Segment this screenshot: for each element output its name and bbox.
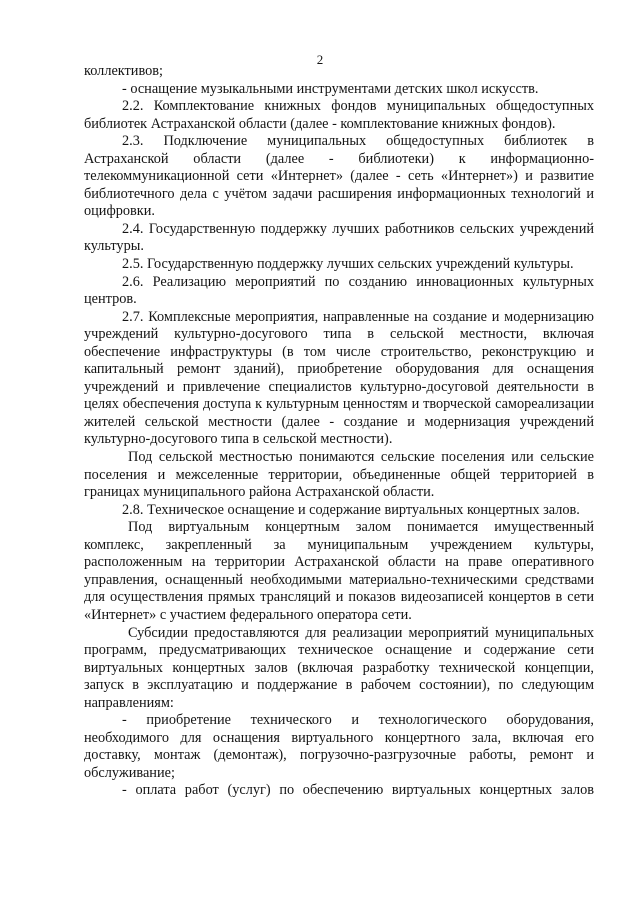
paragraph-list-payment: - оплата работ (услуг) по обеспечению виртуальных концертных залов bbox=[122, 782, 594, 799]
paragraph-2-6: 2.6. Реализацию мероприятий по созданию инновационных культурных центров. bbox=[84, 273, 594, 308]
paragraph-list-equipment: - приобретение технического и технологического оборудования, необходимого для оснащения виртуального концертного зала, включая его доставку, монтаж (демонтаж), погрузочно-разгрузочные работы, ремонт и обслуживание; bbox=[84, 712, 594, 781]
paragraph-2-3: 2.3. Подключение муниципальных общедоступных библиотек в Астраханской области (далее - библиотеки) к информационно-телекоммуникационной сети «Интернет» (далее - сеть «Интернет») и развитие библиотечного дела с учётом задачи расширения информационных технологий и оцифровки. bbox=[84, 133, 594, 220]
paragraph-2-5: 2.5. Государственную поддержку лучших сельских учреждений культуры. bbox=[122, 256, 574, 273]
paragraph-subsidies: Субсидии предоставляются для реализации мероприятий муниципальных программ, предусматривающих техническое оснащение и содержание сети виртуальных концертных залов (включая разработку технической концепции, запуск в эксплуатацию и поддержание в рабочем состоянии), по следующим направлениям: bbox=[84, 624, 594, 711]
paragraph-continuation: коллективов; bbox=[84, 63, 163, 79]
paragraph-virtual-hall-definition: Под виртуальным концертным залом понимается имущественный комплекс, закрепленный за муниципальным учреждением культуры, расположенным на территории Астраханской области на праве оперативного управления, оснащенный необходимыми материально-техническими средствами для осуществления прямых трансляций и показов видеозаписей концертов в сети «Интернет» с участием федерального оператора сети. bbox=[84, 519, 594, 623]
document-body bbox=[84, 63, 594, 800]
paragraph-rural-definition: Под сельской местностью понимаются сельские поселения или сельские поселения и межселенные территории, объединенные общей территорией в границах муниципального района Астраханской области. bbox=[84, 449, 594, 501]
paragraph-2-4: 2.4. Государственную поддержку лучших работников сельских учреждений культуры. bbox=[84, 220, 594, 255]
paragraph-2-2: 2.2. Комплектование книжных фондов муниципальных общедоступных библиотек Астраханской области (далее - комплектование книжных фондов). bbox=[84, 98, 594, 132]
paragraph-list-item: - оснащение музыкальными инструментами детских школ искусств. bbox=[122, 80, 539, 97]
paragraph-2-7: 2.7. Комплексные мероприятия, направленные на создание и модернизацию учреждений культурно-досугового типа в сельской местности, включая обеспечение инфраструктуры (в том числе строительство, реконструкцию и капитальный ремонт зданий), приобретение оборудования для оснащения учреждений и привлечение специалистов культурно-досуговой деятельности в целях обеспечения доступа к культурным ценностям и творческой самореализации жителей сельской местности (далее - создание и модернизация учреждений культурно-досугового типа в сельской местности). bbox=[84, 308, 594, 448]
paragraph-2-8: 2.8. Техническое оснащение и содержание виртуальных концертных залов. bbox=[122, 501, 580, 518]
page-number: 2 bbox=[316, 52, 324, 67]
